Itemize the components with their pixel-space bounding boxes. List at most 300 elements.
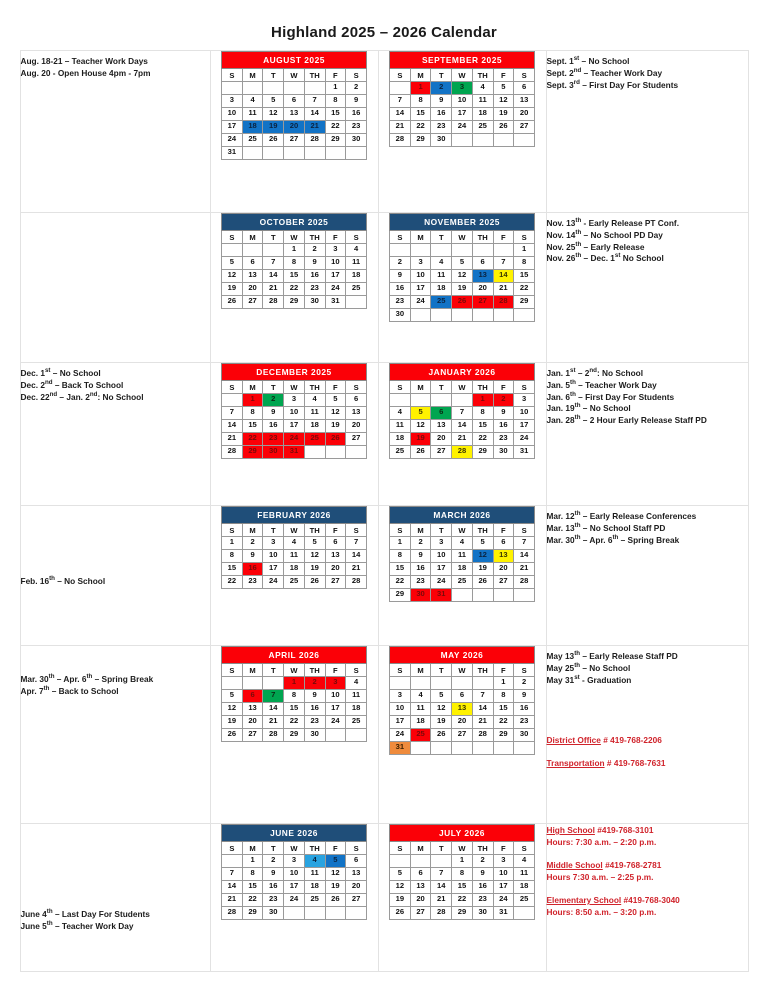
calendar-day[interactable]: 30 (346, 134, 367, 147)
calendar-day[interactable]: 23 (263, 433, 284, 446)
calendar-day[interactable]: 6 (242, 257, 263, 270)
calendar-day[interactable]: 5 (263, 95, 284, 108)
calendar-day[interactable]: 2 (346, 82, 367, 95)
calendar-day[interactable]: 20 (242, 283, 263, 296)
calendar-day[interactable]: 9 (390, 270, 411, 283)
calendar-day[interactable]: 14 (304, 108, 325, 121)
calendar-day[interactable]: 1 (242, 394, 263, 407)
calendar-day[interactable]: 23 (431, 121, 452, 134)
calendar-day[interactable]: 23 (304, 283, 325, 296)
calendar-day[interactable]: 28 (346, 576, 367, 589)
calendar-day[interactable]: 24 (514, 433, 535, 446)
calendar-day[interactable]: 31 (222, 147, 243, 160)
calendar-day[interactable]: 21 (472, 716, 493, 729)
calendar-day[interactable]: 29 (284, 729, 305, 742)
calendar-day[interactable]: 20 (346, 881, 367, 894)
calendar-day[interactable]: 27 (325, 576, 346, 589)
calendar-day[interactable]: 12 (493, 95, 514, 108)
calendar-day[interactable]: 19 (222, 716, 243, 729)
calendar-day[interactable]: 5 (390, 868, 411, 881)
calendar-day[interactable]: 30 (263, 446, 284, 459)
calendar-day[interactable]: 1 (493, 677, 514, 690)
calendar-day[interactable]: 26 (304, 576, 325, 589)
calendar-day[interactable]: 26 (390, 907, 411, 920)
calendar-day[interactable]: 18 (431, 283, 452, 296)
calendar-day[interactable]: 27 (346, 433, 367, 446)
calendar-day[interactable]: 10 (390, 703, 411, 716)
calendar-day[interactable]: 28 (452, 446, 473, 459)
calendar-day[interactable]: 7 (390, 95, 411, 108)
calendar-day[interactable]: 6 (325, 537, 346, 550)
calendar-day[interactable]: 22 (242, 433, 263, 446)
calendar-day[interactable]: 3 (410, 257, 431, 270)
calendar-day[interactable]: 28 (263, 296, 284, 309)
calendar-day[interactable]: 28 (431, 907, 452, 920)
calendar-day[interactable]: 12 (390, 881, 411, 894)
calendar-day[interactable]: 22 (493, 716, 514, 729)
calendar-day[interactable]: 27 (410, 907, 431, 920)
calendar-day[interactable]: 27 (346, 894, 367, 907)
calendar-day[interactable]: 1 (390, 537, 411, 550)
calendar-day[interactable]: 4 (431, 257, 452, 270)
calendar-day[interactable]: 15 (452, 881, 473, 894)
calendar-day[interactable]: 25 (242, 134, 263, 147)
calendar-day[interactable]: 17 (222, 121, 243, 134)
calendar-day[interactable]: 29 (242, 446, 263, 459)
calendar-day[interactable]: 2 (472, 855, 493, 868)
calendar-day[interactable]: 25 (284, 576, 305, 589)
calendar-day[interactable]: 26 (263, 134, 284, 147)
calendar-day[interactable]: 8 (284, 257, 305, 270)
calendar-day[interactable]: 12 (304, 550, 325, 563)
calendar-day[interactable]: 16 (410, 563, 431, 576)
calendar-day[interactable]: 7 (222, 407, 243, 420)
calendar-day[interactable]: 9 (263, 407, 284, 420)
calendar-day[interactable]: 27 (493, 576, 514, 589)
calendar-day[interactable]: 7 (263, 690, 284, 703)
calendar-day[interactable]: 27 (242, 729, 263, 742)
calendar-day[interactable]: 15 (472, 420, 493, 433)
calendar-day[interactable]: 31 (325, 296, 346, 309)
calendar-day[interactable]: 14 (493, 270, 514, 283)
calendar-day[interactable]: 6 (284, 95, 305, 108)
calendar-day[interactable]: 25 (346, 716, 367, 729)
calendar-day[interactable]: 4 (284, 537, 305, 550)
calendar-day[interactable]: 17 (325, 270, 346, 283)
calendar-day[interactable]: 18 (472, 108, 493, 121)
calendar-day[interactable]: 12 (222, 270, 243, 283)
calendar-day[interactable]: 29 (493, 729, 514, 742)
calendar-day[interactable]: 7 (514, 537, 535, 550)
calendar-day[interactable]: 20 (284, 121, 305, 134)
calendar-day[interactable]: 12 (263, 108, 284, 121)
calendar-day[interactable]: 5 (222, 690, 243, 703)
calendar-day[interactable]: 18 (284, 563, 305, 576)
calendar-day[interactable]: 2 (263, 394, 284, 407)
calendar-day[interactable]: 24 (284, 433, 305, 446)
calendar-day[interactable]: 16 (346, 108, 367, 121)
calendar-day[interactable]: 11 (431, 270, 452, 283)
calendar-day[interactable]: 30 (514, 729, 535, 742)
calendar-day[interactable]: 28 (304, 134, 325, 147)
calendar-day[interactable]: 4 (304, 394, 325, 407)
calendar-day[interactable]: 17 (284, 420, 305, 433)
calendar-day[interactable]: 12 (452, 270, 473, 283)
calendar-day[interactable]: 19 (325, 420, 346, 433)
calendar-day[interactable]: 5 (431, 690, 452, 703)
calendar-day[interactable]: 11 (472, 95, 493, 108)
calendar-day[interactable]: 30 (431, 134, 452, 147)
calendar-day[interactable]: 7 (493, 257, 514, 270)
calendar-day[interactable]: 21 (222, 433, 243, 446)
calendar-day[interactable]: 19 (452, 283, 473, 296)
calendar-day[interactable]: 11 (284, 550, 305, 563)
calendar-day[interactable]: 16 (242, 563, 263, 576)
calendar-day[interactable]: 21 (263, 283, 284, 296)
calendar-day[interactable]: 17 (410, 283, 431, 296)
calendar-day[interactable]: 25 (304, 894, 325, 907)
calendar-day[interactable]: 11 (514, 868, 535, 881)
calendar-day[interactable]: 13 (284, 108, 305, 121)
calendar-day[interactable]: 15 (242, 881, 263, 894)
calendar-day[interactable]: 24 (325, 283, 346, 296)
calendar-day[interactable]: 10 (284, 407, 305, 420)
calendar-day[interactable]: 23 (242, 576, 263, 589)
calendar-day[interactable]: 7 (452, 407, 473, 420)
calendar-day[interactable]: 19 (493, 108, 514, 121)
calendar-day[interactable]: 3 (390, 690, 411, 703)
calendar-day[interactable]: 4 (346, 244, 367, 257)
calendar-day[interactable]: 8 (452, 868, 473, 881)
calendar-day[interactable]: 15 (284, 703, 305, 716)
calendar-day[interactable]: 12 (325, 407, 346, 420)
calendar-day[interactable]: 15 (390, 563, 411, 576)
calendar-day[interactable]: 10 (410, 270, 431, 283)
calendar-day[interactable]: 9 (304, 690, 325, 703)
calendar-day[interactable]: 16 (514, 703, 535, 716)
calendar-day[interactable]: 10 (284, 868, 305, 881)
calendar-day[interactable]: 20 (514, 108, 535, 121)
calendar-day[interactable]: 11 (346, 257, 367, 270)
calendar-day[interactable]: 21 (452, 433, 473, 446)
calendar-day[interactable]: 29 (325, 134, 346, 147)
calendar-day[interactable]: 29 (452, 907, 473, 920)
calendar-day[interactable]: 14 (222, 881, 243, 894)
calendar-day[interactable]: 29 (410, 134, 431, 147)
calendar-day[interactable]: 26 (222, 296, 243, 309)
calendar-day[interactable]: 22 (222, 576, 243, 589)
calendar-day[interactable]: 20 (472, 283, 493, 296)
calendar-day[interactable]: 23 (304, 716, 325, 729)
calendar-day[interactable]: 9 (346, 95, 367, 108)
calendar-day[interactable]: 21 (493, 283, 514, 296)
calendar-day[interactable]: 25 (304, 433, 325, 446)
calendar-day[interactable]: 22 (410, 121, 431, 134)
calendar-day[interactable]: 21 (514, 563, 535, 576)
calendar-day[interactable]: 16 (390, 283, 411, 296)
calendar-day[interactable]: 10 (431, 550, 452, 563)
calendar-day[interactable]: 4 (304, 855, 325, 868)
calendar-day[interactable]: 19 (472, 563, 493, 576)
calendar-day[interactable]: 19 (222, 283, 243, 296)
calendar-day[interactable]: 17 (390, 716, 411, 729)
calendar-day[interactable]: 24 (493, 894, 514, 907)
calendar-day[interactable]: 6 (346, 855, 367, 868)
calendar-day[interactable]: 22 (242, 894, 263, 907)
calendar-day[interactable]: 20 (346, 420, 367, 433)
calendar-day[interactable]: 6 (346, 394, 367, 407)
calendar-day[interactable]: 10 (514, 407, 535, 420)
calendar-day[interactable]: 14 (346, 550, 367, 563)
calendar-day[interactable]: 22 (514, 283, 535, 296)
calendar-day[interactable]: 25 (514, 894, 535, 907)
calendar-day[interactable]: 6 (514, 82, 535, 95)
calendar-day[interactable]: 19 (410, 433, 431, 446)
calendar-day[interactable]: 15 (242, 420, 263, 433)
calendar-day[interactable]: 16 (304, 270, 325, 283)
calendar-day[interactable]: 28 (222, 446, 243, 459)
calendar-day[interactable]: 4 (410, 690, 431, 703)
calendar-day[interactable]: 12 (431, 703, 452, 716)
calendar-day[interactable]: 13 (346, 407, 367, 420)
calendar-day[interactable]: 21 (431, 894, 452, 907)
calendar-day[interactable]: 22 (284, 283, 305, 296)
calendar-day[interactable]: 28 (263, 729, 284, 742)
calendar-day[interactable]: 10 (222, 108, 243, 121)
calendar-day[interactable]: 1 (222, 537, 243, 550)
calendar-day[interactable]: 22 (284, 716, 305, 729)
calendar-day[interactable]: 8 (325, 95, 346, 108)
calendar-day[interactable]: 2 (304, 244, 325, 257)
calendar-day[interactable]: 30 (263, 907, 284, 920)
calendar-day[interactable]: 22 (472, 433, 493, 446)
calendar-day[interactable]: 22 (325, 121, 346, 134)
calendar-day[interactable]: 31 (284, 446, 305, 459)
calendar-day[interactable]: 31 (514, 446, 535, 459)
calendar-day[interactable]: 16 (263, 881, 284, 894)
calendar-day[interactable]: 6 (410, 868, 431, 881)
calendar-day[interactable]: 11 (390, 420, 411, 433)
calendar-day[interactable]: 27 (284, 134, 305, 147)
calendar-day[interactable]: 15 (222, 563, 243, 576)
calendar-day[interactable]: 23 (472, 894, 493, 907)
calendar-day[interactable]: 20 (410, 894, 431, 907)
calendar-day[interactable]: 14 (222, 420, 243, 433)
calendar-day[interactable]: 11 (452, 550, 473, 563)
calendar-day[interactable]: 1 (325, 82, 346, 95)
calendar-day[interactable]: 3 (284, 855, 305, 868)
calendar-day[interactable]: 17 (325, 703, 346, 716)
calendar-day[interactable]: 28 (493, 296, 514, 309)
calendar-day[interactable]: 9 (472, 868, 493, 881)
calendar-day[interactable]: 4 (346, 677, 367, 690)
calendar-day[interactable]: 3 (493, 855, 514, 868)
calendar-day[interactable]: 13 (472, 270, 493, 283)
calendar-day[interactable]: 14 (472, 703, 493, 716)
calendar-day[interactable]: 10 (325, 690, 346, 703)
calendar-day[interactable]: 8 (242, 868, 263, 881)
calendar-day[interactable]: 8 (222, 550, 243, 563)
calendar-day[interactable]: 20 (325, 563, 346, 576)
calendar-day[interactable]: 24 (263, 576, 284, 589)
calendar-day[interactable]: 21 (346, 563, 367, 576)
calendar-day[interactable]: 24 (325, 716, 346, 729)
calendar-day[interactable]: 27 (431, 446, 452, 459)
calendar-day[interactable]: 4 (514, 855, 535, 868)
calendar-day[interactable]: 27 (514, 121, 535, 134)
calendar-day[interactable]: 26 (452, 296, 473, 309)
calendar-day[interactable]: 16 (263, 420, 284, 433)
calendar-day[interactable]: 25 (390, 446, 411, 459)
calendar-day[interactable]: 6 (242, 690, 263, 703)
calendar-day[interactable]: 23 (410, 576, 431, 589)
calendar-day[interactable]: 18 (304, 881, 325, 894)
calendar-day[interactable]: 29 (242, 907, 263, 920)
calendar-day[interactable]: 18 (304, 420, 325, 433)
calendar-day[interactable]: 9 (304, 257, 325, 270)
calendar-day[interactable]: 1 (452, 855, 473, 868)
calendar-day[interactable]: 21 (222, 894, 243, 907)
calendar-day[interactable]: 18 (346, 703, 367, 716)
calendar-day[interactable]: 29 (472, 446, 493, 459)
calendar-day[interactable]: 2 (410, 537, 431, 550)
calendar-day[interactable]: 2 (263, 855, 284, 868)
calendar-day[interactable]: 17 (431, 563, 452, 576)
calendar-day[interactable]: 18 (410, 716, 431, 729)
calendar-day[interactable]: 27 (472, 296, 493, 309)
calendar-day[interactable]: 12 (410, 420, 431, 433)
calendar-day[interactable]: 24 (452, 121, 473, 134)
calendar-day[interactable]: 4 (472, 82, 493, 95)
calendar-day[interactable]: 23 (263, 894, 284, 907)
calendar-day[interactable]: 28 (472, 729, 493, 742)
calendar-day[interactable]: 1 (284, 244, 305, 257)
calendar-day[interactable]: 10 (452, 95, 473, 108)
calendar-day[interactable]: 18 (390, 433, 411, 446)
calendar-day[interactable]: 1 (242, 855, 263, 868)
calendar-day[interactable]: 13 (493, 550, 514, 563)
calendar-day[interactable]: 8 (242, 407, 263, 420)
calendar-day[interactable]: 29 (390, 589, 411, 602)
calendar-day[interactable]: 15 (410, 108, 431, 121)
calendar-day[interactable]: 29 (284, 296, 305, 309)
calendar-day[interactable]: 17 (452, 108, 473, 121)
calendar-day[interactable]: 8 (514, 257, 535, 270)
calendar-day[interactable]: 13 (452, 703, 473, 716)
calendar-day[interactable]: 22 (452, 894, 473, 907)
calendar-day[interactable]: 6 (493, 537, 514, 550)
calendar-day[interactable]: 16 (304, 703, 325, 716)
calendar-day[interactable]: 2 (242, 537, 263, 550)
calendar-day[interactable]: 8 (390, 550, 411, 563)
calendar-day[interactable]: 11 (346, 690, 367, 703)
calendar-day[interactable]: 28 (390, 134, 411, 147)
calendar-day[interactable]: 20 (493, 563, 514, 576)
calendar-day[interactable]: 19 (431, 716, 452, 729)
calendar-day[interactable]: 10 (493, 868, 514, 881)
calendar-day[interactable]: 24 (222, 134, 243, 147)
calendar-day[interactable]: 31 (493, 907, 514, 920)
calendar-day[interactable]: 1 (472, 394, 493, 407)
calendar-day[interactable]: 5 (325, 855, 346, 868)
calendar-day[interactable]: 30 (304, 296, 325, 309)
calendar-day[interactable]: 3 (263, 537, 284, 550)
calendar-day[interactable]: 21 (263, 716, 284, 729)
calendar-day[interactable]: 7 (304, 95, 325, 108)
calendar-day[interactable]: 18 (346, 270, 367, 283)
calendar-day[interactable]: 30 (304, 729, 325, 742)
calendar-day[interactable]: 18 (514, 881, 535, 894)
calendar-day[interactable]: 24 (410, 296, 431, 309)
calendar-day[interactable]: 13 (346, 868, 367, 881)
calendar-day[interactable]: 13 (242, 703, 263, 716)
calendar-day[interactable]: 1 (410, 82, 431, 95)
calendar-day[interactable]: 5 (222, 257, 243, 270)
calendar-day[interactable]: 1 (514, 244, 535, 257)
calendar-day[interactable]: 2 (304, 677, 325, 690)
calendar-day[interactable]: 23 (493, 433, 514, 446)
calendar-day[interactable]: 25 (346, 283, 367, 296)
calendar-day[interactable]: 21 (390, 121, 411, 134)
calendar-day[interactable]: 11 (304, 868, 325, 881)
calendar-day[interactable]: 14 (390, 108, 411, 121)
calendar-day[interactable]: 23 (346, 121, 367, 134)
calendar-day[interactable]: 3 (431, 537, 452, 550)
calendar-day[interactable]: 3 (284, 394, 305, 407)
calendar-day[interactable]: 9 (431, 95, 452, 108)
calendar-day[interactable]: 3 (325, 677, 346, 690)
calendar-day[interactable]: 15 (493, 703, 514, 716)
calendar-day[interactable]: 8 (493, 690, 514, 703)
calendar-day[interactable]: 20 (431, 433, 452, 446)
calendar-day[interactable]: 12 (222, 703, 243, 716)
calendar-day[interactable]: 2 (493, 394, 514, 407)
calendar-day[interactable]: 9 (242, 550, 263, 563)
calendar-day[interactable]: 3 (222, 95, 243, 108)
calendar-day[interactable]: 25 (452, 576, 473, 589)
calendar-day[interactable]: 16 (431, 108, 452, 121)
calendar-day[interactable]: 28 (514, 576, 535, 589)
calendar-day[interactable]: 29 (514, 296, 535, 309)
calendar-day[interactable]: 6 (431, 407, 452, 420)
calendar-day[interactable]: 9 (263, 868, 284, 881)
calendar-day[interactable]: 17 (514, 420, 535, 433)
calendar-day[interactable]: 23 (514, 716, 535, 729)
calendar-day[interactable]: 22 (390, 576, 411, 589)
calendar-day[interactable]: 14 (514, 550, 535, 563)
calendar-day[interactable]: 27 (452, 729, 473, 742)
calendar-day[interactable]: 2 (431, 82, 452, 95)
calendar-day[interactable]: 24 (284, 894, 305, 907)
calendar-day[interactable]: 2 (514, 677, 535, 690)
calendar-day[interactable]: 17 (493, 881, 514, 894)
calendar-day[interactable]: 14 (431, 881, 452, 894)
calendar-day[interactable]: 5 (304, 537, 325, 550)
calendar-day[interactable]: 30 (410, 589, 431, 602)
calendar-day[interactable]: 20 (452, 716, 473, 729)
calendar-day[interactable]: 17 (263, 563, 284, 576)
calendar-day[interactable]: 5 (325, 394, 346, 407)
calendar-day[interactable]: 6 (452, 690, 473, 703)
calendar-day[interactable]: 25 (410, 729, 431, 742)
calendar-day[interactable]: 8 (472, 407, 493, 420)
calendar-day[interactable]: 5 (472, 537, 493, 550)
calendar-day[interactable]: 31 (431, 589, 452, 602)
calendar-day[interactable]: 9 (493, 407, 514, 420)
calendar-day[interactable]: 6 (472, 257, 493, 270)
calendar-day[interactable]: 12 (472, 550, 493, 563)
calendar-day[interactable]: 1 (284, 677, 305, 690)
